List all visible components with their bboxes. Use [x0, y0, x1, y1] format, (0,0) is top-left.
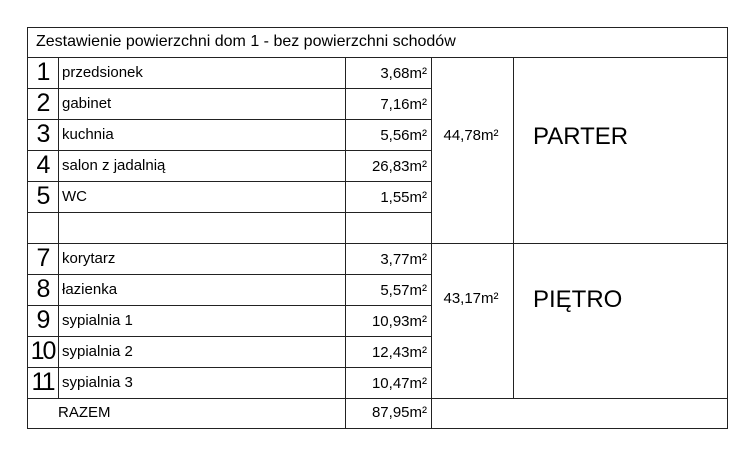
- room-area: 12,43m²: [371, 344, 427, 361]
- room-area: 7,16m²: [380, 96, 427, 113]
- floor-total-pietro: 43,17m²: [443, 290, 499, 307]
- room-number: 8: [36, 275, 49, 303]
- table-border: [727, 27, 728, 429]
- room-name: salon z jadalnią: [62, 157, 166, 174]
- table-border: [431, 57, 432, 429]
- table-border: [27, 88, 431, 89]
- summary-label: RAZEM: [58, 404, 111, 421]
- table-border: [27, 274, 431, 275]
- room-area: 3,77m²: [380, 251, 427, 268]
- table-border: [27, 305, 431, 306]
- table-border: [27, 57, 728, 58]
- room-number: 2: [36, 89, 49, 117]
- room-number: 11: [31, 368, 54, 396]
- room-number: 1: [36, 58, 49, 86]
- table-title: Zestawienie powierzchni dom 1 - bez powierzchni schodów: [36, 33, 456, 50]
- table-border: [27, 243, 728, 244]
- room-name: korytarz: [62, 250, 116, 267]
- table-border: [27, 336, 431, 337]
- room-name: sypialnia 2: [62, 343, 133, 360]
- room-name: kuchnia: [62, 126, 114, 143]
- table-border: [27, 27, 28, 429]
- floor-label-pietro: PIĘTRO: [533, 286, 623, 313]
- table-border: [345, 57, 346, 429]
- room-number: 4: [36, 151, 49, 179]
- room-area: 5,57m²: [380, 282, 427, 299]
- table-border: [27, 367, 431, 368]
- table-border: [27, 27, 728, 28]
- summary-total: 87,95m²: [371, 404, 427, 421]
- room-area: 10,93m²: [371, 313, 427, 330]
- room-name: sypialnia 1: [62, 312, 133, 329]
- room-number: 3: [36, 120, 49, 148]
- table-border: [27, 150, 431, 151]
- room-name: przedsionek: [62, 64, 143, 81]
- table-border: [27, 212, 431, 213]
- table-border: [27, 181, 431, 182]
- table-border: [27, 398, 728, 399]
- room-area: 5,56m²: [380, 127, 427, 144]
- room-number: 5: [36, 182, 49, 210]
- table-border: [27, 119, 431, 120]
- room-name: gabinet: [62, 95, 112, 112]
- room-area: 3,68m²: [380, 65, 427, 82]
- floor-total-parter: 44,78m²: [443, 127, 499, 144]
- room-number: 10: [30, 337, 55, 365]
- room-number: 7: [36, 244, 49, 272]
- room-name: łazienka: [62, 281, 118, 298]
- table-border: [58, 57, 59, 398]
- room-area: 26,83m²: [371, 158, 427, 175]
- room-name: WC: [62, 188, 87, 205]
- room-number: 9: [36, 306, 49, 334]
- floor-label-parter: PARTER: [533, 123, 629, 150]
- room-name: sypialnia 3: [62, 374, 133, 391]
- table-border: [513, 57, 514, 398]
- room-area: 10,47m²: [371, 375, 427, 392]
- table-border: [27, 428, 728, 429]
- room-area: 1,55m²: [380, 189, 427, 206]
